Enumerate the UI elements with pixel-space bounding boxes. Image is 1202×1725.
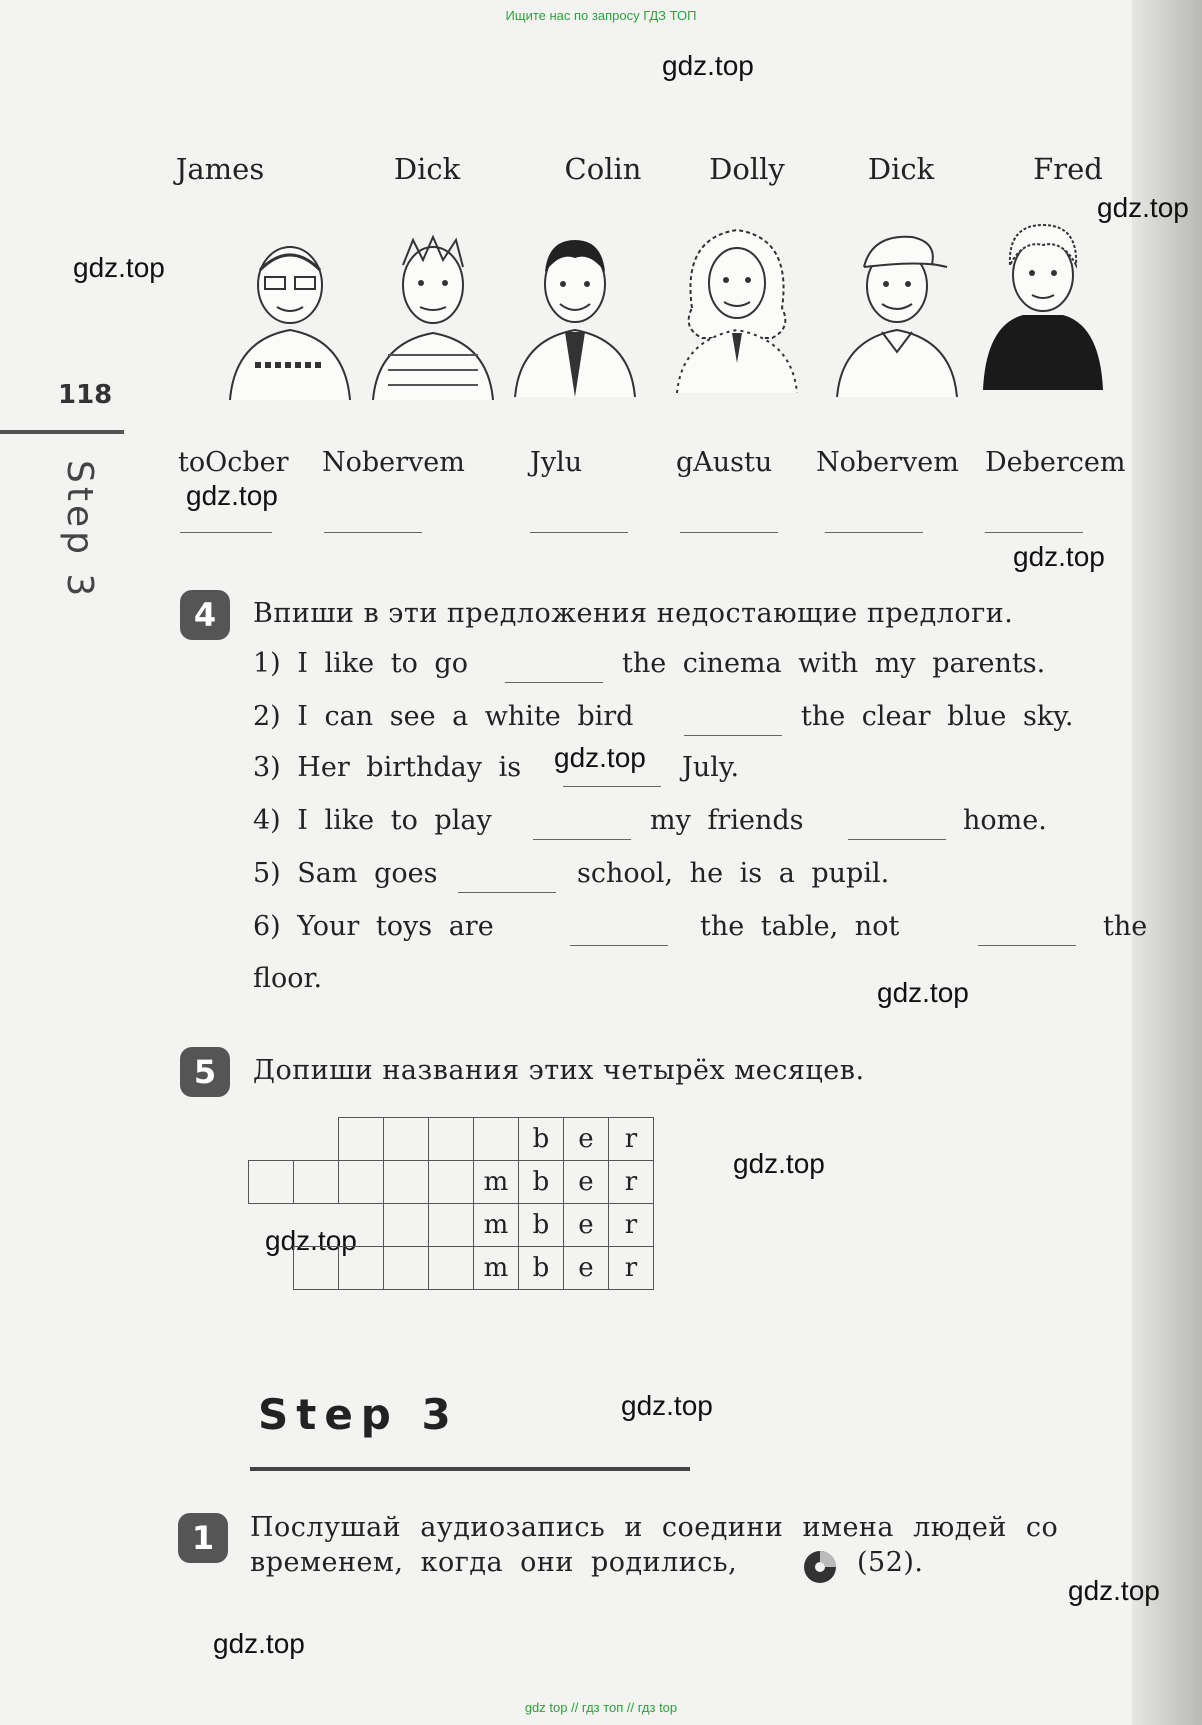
sentence-text: the (1103, 911, 1148, 942)
grid-letter: m (474, 1161, 519, 1204)
scrambled-month: Jylu (530, 447, 583, 478)
answer-blank[interactable] (180, 532, 272, 533)
sentence-text: 1) I like to go (253, 648, 468, 679)
exercise-number-badge: 4 (180, 590, 230, 640)
watermark: gdz.top (1013, 541, 1105, 572)
answer-blank[interactable] (563, 786, 661, 787)
grid-letter: b (519, 1204, 564, 1247)
watermark: gdz.top (733, 1148, 825, 1179)
sentence-text: 3) Her birthday is (253, 752, 522, 783)
portrait-dick-cap (832, 222, 962, 397)
grid-letter: e (564, 1204, 609, 1247)
grid-letter: r (609, 1247, 654, 1290)
sentence-text: school, he is a pupil. (577, 858, 890, 889)
step-heading-underline (250, 1467, 690, 1471)
watermark: gdz.top (1097, 192, 1189, 223)
grid-row (249, 1247, 654, 1290)
header-note: Ищите нас по запросу ГДЗ ТОП (505, 8, 697, 23)
answer-blank[interactable] (530, 532, 628, 533)
sentence-text: home. (963, 805, 1047, 836)
grid-letter: b (519, 1118, 564, 1161)
portrait-colin (510, 222, 640, 397)
scrambled-month: Nobervem (816, 447, 959, 478)
audio-track-number: (52). (857, 1547, 924, 1578)
grid-letter: r (609, 1118, 654, 1161)
person-name: Colin (564, 152, 642, 186)
answer-blank[interactable] (680, 532, 778, 533)
grid-letter: r (609, 1161, 654, 1204)
portrait-fred (978, 215, 1108, 390)
grid-letter: r (609, 1204, 654, 1247)
watermark: gdz.top (213, 1628, 305, 1659)
watermark: gdz.top (621, 1390, 713, 1421)
exercise-number-badge: 5 (180, 1047, 230, 1097)
grid-letter: m (474, 1247, 519, 1290)
answer-blank[interactable] (533, 839, 631, 840)
grid-letter: e (564, 1247, 609, 1290)
portrait-dolly (672, 218, 802, 393)
watermark: gdz.top (186, 480, 278, 511)
watermark: gdz.top (1068, 1575, 1160, 1606)
grid-letter: e (564, 1161, 609, 1204)
answer-blank[interactable] (324, 532, 422, 533)
person-name: Dick (867, 152, 935, 186)
answer-blank[interactable] (985, 532, 1083, 533)
answer-blank[interactable] (848, 839, 946, 840)
person-name: Dolly (709, 152, 785, 186)
scrambled-month: toOcber (178, 447, 289, 478)
sentence-text: the table, not (700, 911, 900, 942)
sentence-text: floor. (253, 963, 323, 994)
answer-blank[interactable] (505, 682, 603, 683)
step-heading: Step 3 (258, 1390, 459, 1439)
exercise-instruction: Впиши в эти предложения недостающие предлоги. (253, 598, 1014, 629)
portrait-dick (368, 225, 498, 400)
sentence-text: the cinema with my parents. (622, 648, 1046, 679)
scrambled-month: Debercem (985, 447, 1126, 478)
grid-row (249, 1161, 654, 1204)
sentence-text: 6) Your toys are (253, 911, 494, 942)
grid-letter: e (564, 1118, 609, 1161)
exercise-number-badge: 1 (178, 1513, 228, 1563)
watermark: gdz.top (554, 742, 646, 773)
grid-letter: m (474, 1204, 519, 1247)
watermark: gdz.top (662, 50, 754, 81)
sentence-text: my friends (650, 805, 804, 836)
side-tab-label: Step 3 (59, 460, 100, 601)
watermark: gdz.top (265, 1225, 357, 1256)
answer-blank[interactable] (825, 532, 923, 533)
scrambled-month: gAustu (676, 447, 773, 478)
page-edge-shadow (1132, 0, 1202, 1725)
sentence-text: 5) Sam goes (253, 858, 438, 889)
answer-blank[interactable] (570, 945, 668, 946)
watermark: gdz.top (877, 977, 969, 1008)
answer-blank[interactable] (978, 945, 1076, 946)
page-number: 118 (58, 380, 113, 410)
watermark: gdz.top (73, 252, 165, 283)
footer-note: gdz top // гдз топ // гдз top (524, 1700, 678, 1715)
answer-blank[interactable] (684, 735, 782, 736)
sentence-text: the clear blue sky. (801, 701, 1074, 732)
sentence-text: July. (682, 752, 740, 783)
side-divider (0, 430, 124, 434)
portrait-james (225, 225, 355, 400)
audio-disc-icon[interactable] (802, 1549, 838, 1585)
crossword-grid[interactable] (248, 1117, 654, 1290)
person-name: Fred (1033, 152, 1103, 186)
sentence-text: 2) I can see a white bird (253, 701, 634, 732)
grid-letter: b (519, 1161, 564, 1204)
grid-row (249, 1118, 654, 1161)
exercise-instruction: временем, когда они родились, (250, 1547, 738, 1578)
person-name: James (175, 152, 265, 186)
exercise-instruction: Послушай аудиозапись и соедини имена людей со (250, 1512, 1059, 1543)
grid-letter: b (519, 1247, 564, 1290)
scrambled-month: Nobervem (322, 447, 465, 478)
person-name: Dick (393, 152, 461, 186)
grid-row (249, 1204, 654, 1247)
answer-blank[interactable] (458, 892, 556, 893)
sentence-text: 4) I like to play (253, 805, 492, 836)
exercise-instruction: Допиши названия этих четырёх месяцев. (253, 1055, 865, 1086)
